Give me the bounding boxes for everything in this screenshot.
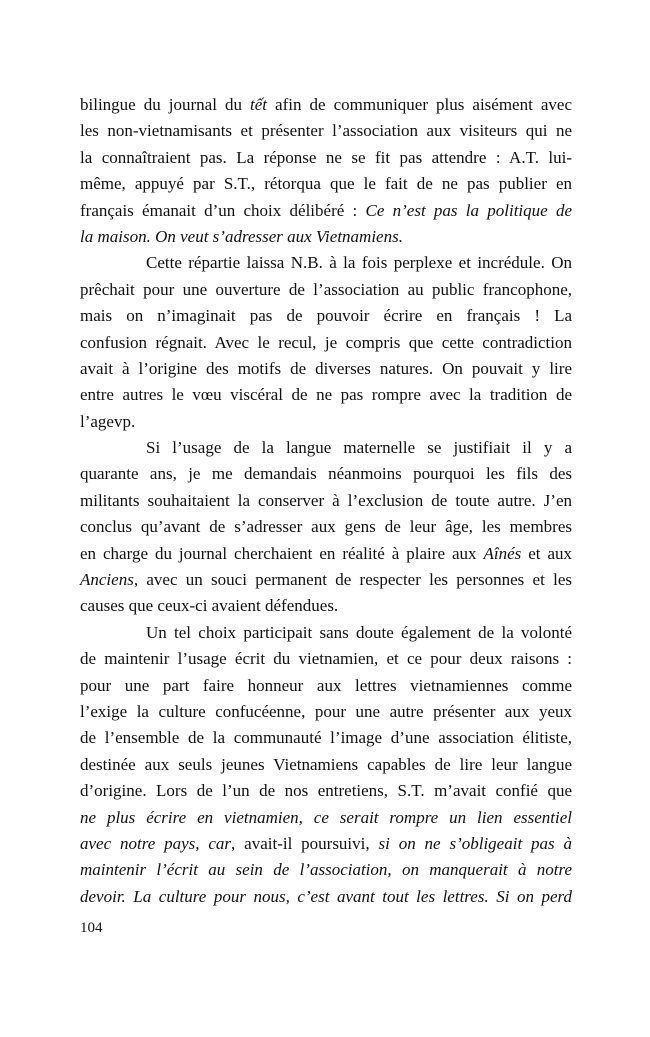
text-line [80,752,572,778]
italic-text: la maison. On veut s’adresser aux Vietnamiens. [80,226,403,246]
text-segment: Un tel choix participait sans doute également de la volonté [146,622,572,642]
text-line [80,92,572,118]
italic-text: devoir. La culture pour nous, c’est avant tout les lettres. Si on perd [80,886,572,906]
text-line [80,198,572,224]
text-segment: de maintenir l’usage écrit du vietnamien, et ce pour deux raisons : [80,649,572,669]
text-line [80,857,572,883]
text-line [80,118,572,144]
italic-text: Ce n’est pas la politique de [365,200,572,220]
text-segment: conclus qu’avant de s’adresser aux gens de leur âge, les membres [80,517,572,537]
text-segment: , avec un souci permanent de respecter les personnes et les [133,570,572,590]
text-line [80,673,572,699]
text-segment: militants souhaitaient la conserver à l’exclusion de toute autre. J’en [80,490,572,510]
text-line [80,778,572,804]
text-segment: mais on n’imaginait pas de pouvoir écrire en français ! La [80,306,572,326]
italic-text: maintenir l’écrit au sein de l’association, on manquerait à notre [80,860,572,880]
text-line [80,409,572,435]
text-line [80,382,572,408]
text-line [80,303,572,329]
text-line [80,541,572,567]
text-segment: de l’ensemble de la communauté l’image d’une association élitiste, [80,728,572,748]
text-line [80,250,572,276]
text-segment: français émanait d’un choix délibéré : [80,200,366,220]
text-segment: Si l’usage de la langue maternelle se justifiait il y a [146,438,572,458]
text-line [80,277,572,303]
text-segment: l’exige la culture confucéenne, pour une autre présenter aux yeux [80,701,572,721]
text-segment: avait à l’origine des motifs de diverses natures. On pouvait y lire [80,358,572,378]
italic-text: tết [250,95,267,114]
italic-text: si on ne s’obligeait pas à [378,833,573,853]
text-line [80,145,572,171]
text-line [80,171,572,197]
text-segment: même, appuyé par S.T., rétorqua que le fait de ne pas publier en [80,174,572,194]
text-line [80,435,572,461]
text-line [80,567,572,593]
italic-text: Aînés [483,543,522,563]
text-segment: l’agevp. [80,411,136,431]
text-line [80,620,572,646]
text-segment: confusion régnait. Avec le recul, je compris que cette contradiction [80,332,572,352]
text-segment: en charge du journal cherchaient en réalité à plaire aux [80,543,484,563]
text-segment: pour une part faire honneur aux lettres vietnamiennes comme [80,675,572,695]
text-segment: , avait-il poursuivi, [231,833,379,853]
text-segment: Cette répartie laissa N.B. à la fois perplexe et incrédule. On [146,253,572,273]
text-line [80,725,572,751]
text-line [80,488,572,514]
text-line [80,699,572,725]
italic-text: Anciens [80,570,134,590]
text-segment: destinée aux seuls jeunes Vietnamiens capables de lire leur langue [80,754,572,774]
text-segment: les non-vietnamisants et présenter l’association aux visiteurs qui ne [80,121,572,141]
text-segment: d’origine. Lors de l’un de nos entretiens, S.T. m’avait confié que [80,781,572,801]
text-line [80,805,572,831]
text-segment: entre autres le vœu viscéral de ne pas rompre avec la tradition de [80,385,572,405]
page-number: 104 [80,920,103,936]
italic-text: ne plus écrire en vietnamien, ce serait rompre un lien essentiel [80,807,572,827]
text-line [80,356,572,382]
text-segment: et aux [521,543,572,563]
text-line [80,514,572,540]
text-segment: quarante ans, je me demandais néanmoins pourquoi les fils des [80,464,572,484]
text-line [80,330,572,356]
text-line [80,831,572,857]
text-segment: la connaîtraient pas. La réponse ne se fit pas attendre : A.T. lui- [80,147,572,167]
text-segment: afin de communiquer plus aisément avec [267,95,572,114]
text-line [80,593,572,619]
text-line [80,224,572,250]
body-text [80,92,572,910]
text-line [80,884,572,910]
text-segment: causes que ceux-ci avaient défendues. [80,596,339,616]
text-segment: bilingue du journal du [80,95,250,114]
italic-text: avec notre pays, car [80,833,232,853]
text-line [80,461,572,487]
text-line [80,646,572,672]
text-segment: prêchait pour une ouverture de l’association au public francophone, [80,279,572,299]
